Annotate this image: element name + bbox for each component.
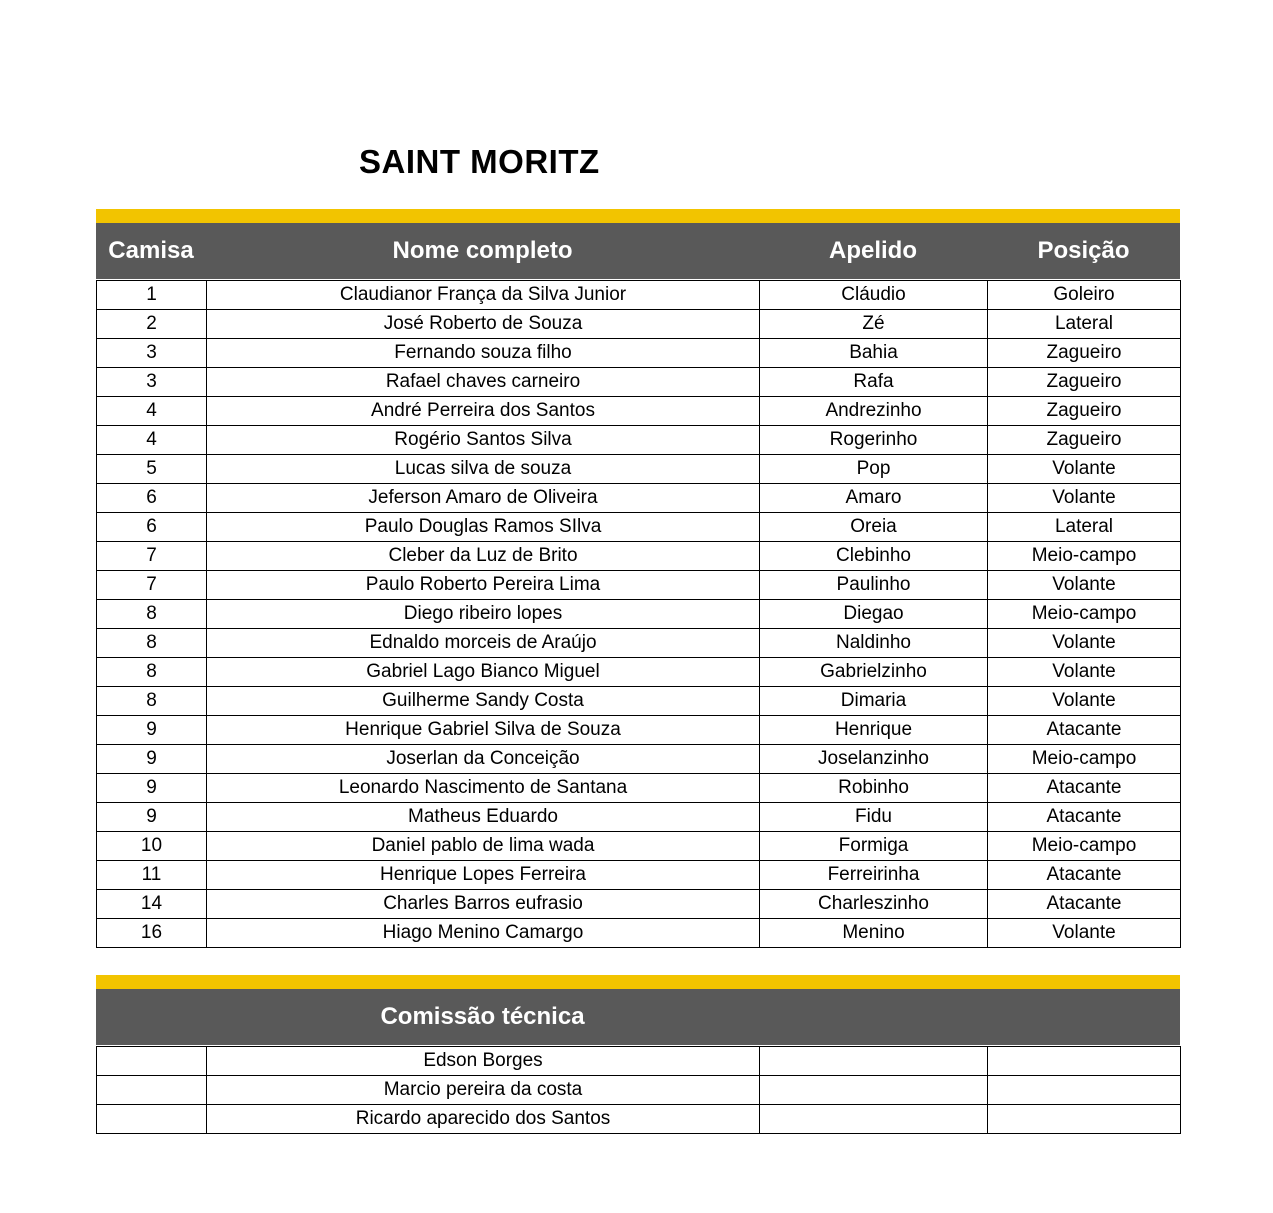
cell-nickname [760, 1047, 988, 1076]
table-row [97, 629, 1181, 658]
cell-full-name: Rogério Santos Silva [207, 426, 760, 455]
table-row [97, 774, 1181, 803]
cell-position: Meio-campo [988, 600, 1181, 629]
cell-position [988, 1105, 1181, 1134]
table-row [97, 368, 1181, 397]
cell-full-name: Gabriel Lago Bianco Miguel [207, 658, 760, 687]
page-title: SAINT MORITZ [359, 143, 600, 180]
cell-position: Atacante [988, 890, 1181, 919]
header-staff: Comissão técnica [380, 1003, 585, 1030]
cell-shirt: 14 [97, 890, 207, 919]
cell-full-name: Daniel pablo de lima wada [207, 832, 760, 861]
table-row [97, 281, 1181, 310]
cell-shirt: 6 [97, 513, 207, 542]
cell-position: Volante [988, 629, 1181, 658]
cell-position: Meio-campo [988, 745, 1181, 774]
cell-nickname: Zé [760, 310, 988, 339]
players-table-header [96, 223, 1180, 279]
cell-nickname: Rafa [760, 368, 988, 397]
cell-position [988, 1076, 1181, 1105]
cell-shirt [97, 1047, 207, 1076]
table-row [97, 919, 1181, 948]
cell-position: Volante [988, 687, 1181, 716]
cell-shirt: 1 [97, 281, 207, 310]
cell-nickname: Fidu [760, 803, 988, 832]
cell-position: Zagueiro [988, 397, 1181, 426]
cell-shirt: 11 [97, 861, 207, 890]
cell-shirt [97, 1105, 207, 1134]
cell-nickname: Gabrielzinho [760, 658, 988, 687]
cell-shirt: 5 [97, 455, 207, 484]
cell-nickname: Bahia [760, 339, 988, 368]
cell-position: Volante [988, 658, 1181, 687]
cell-nickname: Dimaria [760, 687, 988, 716]
table-row [97, 484, 1181, 513]
cell-full-name: Cleber da Luz de Brito [207, 542, 760, 571]
cell-full-name: Ednaldo morceis de Araújo [207, 629, 760, 658]
cell-shirt: 8 [97, 687, 207, 716]
cell-shirt: 9 [97, 774, 207, 803]
table-row [97, 542, 1181, 571]
cell-full-name: Rafael chaves carneiro [207, 368, 760, 397]
cell-nickname: Rogerinho [760, 426, 988, 455]
cell-nickname: Ferreirinha [760, 861, 988, 890]
table-row [97, 1047, 1181, 1076]
cell-shirt [97, 1076, 207, 1105]
cell-position: Meio-campo [988, 542, 1181, 571]
table-row [97, 687, 1181, 716]
cell-full-name: Leonardo Nascimento de Santana [207, 774, 760, 803]
cell-full-name: Hiago Menino Camargo [207, 919, 760, 948]
cell-nickname: Charleszinho [760, 890, 988, 919]
cell-nickname: Diegao [760, 600, 988, 629]
cell-nickname: Joselanzinho [760, 745, 988, 774]
cell-shirt: 9 [97, 716, 207, 745]
cell-shirt: 3 [97, 339, 207, 368]
cell-full-name: Lucas silva de souza [207, 455, 760, 484]
cell-nickname: Cláudio [760, 281, 988, 310]
cell-nickname: Clebinho [760, 542, 988, 571]
cell-full-name: Diego ribeiro lopes [207, 600, 760, 629]
cell-position: Goleiro [988, 281, 1181, 310]
table-row [97, 658, 1181, 687]
cell-full-name: Jeferson Amaro de Oliveira [207, 484, 760, 513]
cell-position: Atacante [988, 774, 1181, 803]
cell-position: Zagueiro [988, 426, 1181, 455]
cell-full-name: Fernando souza filho [207, 339, 760, 368]
cell-shirt: 8 [97, 600, 207, 629]
cell-full-name: Charles Barros eufrasio [207, 890, 760, 919]
cell-position: Lateral [988, 513, 1181, 542]
cell-shirt: 16 [97, 919, 207, 948]
cell-position: Volante [988, 919, 1181, 948]
cell-shirt: 10 [97, 832, 207, 861]
staff-table-header [96, 989, 1180, 1045]
cell-nickname: Henrique [760, 716, 988, 745]
table-row [97, 1076, 1181, 1105]
table-row [97, 745, 1181, 774]
cell-full-name: Ricardo aparecido dos Santos [207, 1105, 760, 1134]
header-nickname: Apelido [829, 237, 917, 264]
table-row [97, 455, 1181, 484]
cell-nickname: Pop [760, 455, 988, 484]
cell-nickname: Oreia [760, 513, 988, 542]
staff-accent-bar [96, 975, 1180, 989]
table-row [97, 832, 1181, 861]
cell-position: Zagueiro [988, 368, 1181, 397]
cell-full-name: Henrique Lopes Ferreira [207, 861, 760, 890]
cell-position: Atacante [988, 803, 1181, 832]
cell-nickname: Menino [760, 919, 988, 948]
cell-nickname: Paulinho [760, 571, 988, 600]
cell-full-name: José Roberto de Souza [207, 310, 760, 339]
table-row [97, 339, 1181, 368]
table-row [97, 803, 1181, 832]
players-accent-bar [96, 209, 1180, 223]
table-row [97, 397, 1181, 426]
cell-position: Volante [988, 455, 1181, 484]
header-position: Posição [1037, 237, 1130, 264]
cell-shirt: 4 [97, 397, 207, 426]
cell-position [988, 1047, 1181, 1076]
cell-full-name: Edson Borges [207, 1047, 760, 1076]
cell-shirt: 6 [97, 484, 207, 513]
cell-nickname [760, 1076, 988, 1105]
cell-full-name: Matheus Eduardo [207, 803, 760, 832]
cell-shirt: 2 [97, 310, 207, 339]
cell-nickname: Andrezinho [760, 397, 988, 426]
cell-shirt: 9 [97, 745, 207, 774]
table-row [97, 426, 1181, 455]
cell-position: Atacante [988, 716, 1181, 745]
table-row [97, 571, 1181, 600]
cell-full-name: André Perreira dos Santos [207, 397, 760, 426]
cell-full-name: Paulo Douglas Ramos SIlva [207, 513, 760, 542]
cell-nickname: Naldinho [760, 629, 988, 658]
cell-shirt: 7 [97, 571, 207, 600]
cell-full-name: Marcio pereira da costa [207, 1076, 760, 1105]
cell-position: Meio-campo [988, 832, 1181, 861]
staff-table [96, 1046, 1181, 1134]
cell-full-name: Paulo Roberto Pereira Lima [207, 571, 760, 600]
cell-nickname: Formiga [760, 832, 988, 861]
cell-nickname: Robinho [760, 774, 988, 803]
cell-shirt: 4 [97, 426, 207, 455]
table-row [97, 890, 1181, 919]
cell-position: Volante [988, 571, 1181, 600]
cell-shirt: 7 [97, 542, 207, 571]
table-row [97, 716, 1181, 745]
cell-full-name: Joserlan da Conceição [207, 745, 760, 774]
table-row [97, 310, 1181, 339]
header-full-name: Nome completo [392, 237, 573, 264]
cell-full-name: Claudianor França da Silva Junior [207, 281, 760, 310]
cell-shirt: 8 [97, 629, 207, 658]
table-row [97, 861, 1181, 890]
cell-position: Zagueiro [988, 339, 1181, 368]
cell-shirt: 8 [97, 658, 207, 687]
cell-nickname: Amaro [760, 484, 988, 513]
cell-full-name: Henrique Gabriel Silva de Souza [207, 716, 760, 745]
table-row [97, 513, 1181, 542]
players-table [96, 280, 1181, 948]
cell-position: Volante [988, 484, 1181, 513]
table-row [97, 600, 1181, 629]
cell-nickname [760, 1105, 988, 1134]
cell-shirt: 3 [97, 368, 207, 397]
cell-full-name: Guilherme Sandy Costa [207, 687, 760, 716]
cell-position: Lateral [988, 310, 1181, 339]
header-shirt: Camisa [108, 237, 194, 264]
cell-position: Atacante [988, 861, 1181, 890]
cell-shirt: 9 [97, 803, 207, 832]
table-row [97, 1105, 1181, 1134]
